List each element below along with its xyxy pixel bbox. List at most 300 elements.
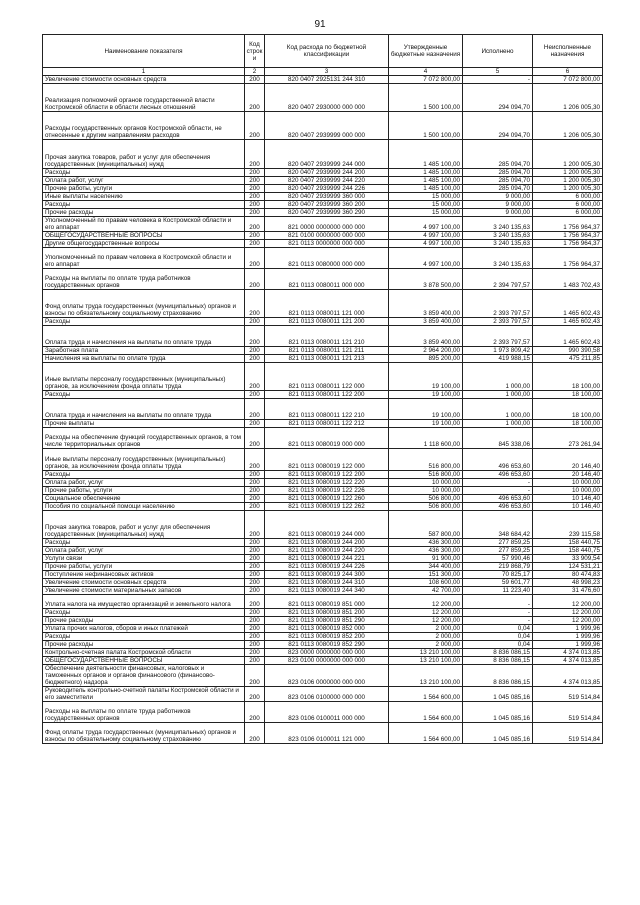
table-row [43,399,603,420]
row-unexecuted: 33 909,54 [533,554,603,562]
table-row [43,578,603,586]
table-row [43,347,603,355]
row-budget-code: 821 0113 0080019 122 220 [265,478,389,486]
row-name: Иные выплаты персоналу государственных (муниципальных) органов, за исключением фонда оплаты труда [43,363,245,391]
row-approved: 151 300,00 [389,570,463,578]
row-budget-code: 823 0106 0100011 000 000 [265,701,389,722]
row-budget-code: 820 0407 2939999 360 200 [265,200,389,208]
row-unexecuted: 12 200,00 [533,616,603,624]
table-row [43,554,603,562]
row-approved: 1 500 100,00 [389,112,463,140]
table-row [43,722,603,743]
row-code: 200 [245,722,265,743]
row-budget-code: 820 0407 2939999 244 000 [265,140,389,168]
row-executed: 57 990,46 [463,554,533,562]
row-executed: 348 684,42 [463,510,533,538]
row-name: Обеспечение деятельности финансовых, налоговых и таможенных органов и органов финансового (финансово-бюджетного) надзора [43,664,245,686]
row-name: Расходы на выплаты по оплате труда работников государственных органов [43,701,245,722]
table-row [43,289,603,317]
table-row [43,502,603,510]
row-approved: 2 000,00 [389,640,463,648]
column-number: 3 [265,68,389,76]
row-unexecuted: 475 211,85 [533,355,603,363]
row-name: Прочие работы, услуги [43,486,245,494]
row-code: 200 [245,486,265,494]
row-executed: - [463,608,533,616]
row-unexecuted: 10 146,40 [533,494,603,502]
row-name: Уполномоченный по правам человека в Костромской области и его аппарат [43,216,245,231]
row-budget-code: 821 0113 0080019 122 200 [265,470,389,478]
column-number: 4 [389,68,463,76]
table-row [43,570,603,578]
row-code: 200 [245,216,265,231]
row-code: 200 [245,184,265,192]
row-approved: 108 600,00 [389,578,463,586]
page-number: 91 [314,19,326,30]
column-number: 2 [245,68,265,76]
row-executed: 3 240 135,63 [463,239,533,247]
row-unexecuted: 18 100,00 [533,363,603,391]
row-code: 200 [245,325,265,346]
row-executed: 294 094,70 [463,112,533,140]
table-row [43,355,603,363]
row-approved: 2 964 200,00 [389,347,463,355]
row-budget-code: 820 0407 2939999 244 220 [265,176,389,184]
row-name: Расходы [43,538,245,546]
row-code: 200 [245,231,265,239]
row-code: 200 [245,494,265,502]
row-name: Фонд оплаты труда государственных (муниципальных) органов и взносы по обязательному социальному страхованию [43,722,245,743]
row-unexecuted: 1 200 005,30 [533,168,603,176]
row-approved: 4 997 100,00 [389,239,463,247]
row-name: Расходы [43,391,245,399]
row-unexecuted: 18 100,00 [533,391,603,399]
table-row [43,268,603,289]
row-name: Поступление нефинансовых активов [43,570,245,578]
row-budget-code: 820 0407 2939999 244 200 [265,168,389,176]
table-row [43,168,603,176]
row-executed: 1 973 809,42 [463,347,533,355]
row-approved: 19 100,00 [389,363,463,391]
table-row [43,184,603,192]
row-code: 200 [245,355,265,363]
row-budget-code: 820 0407 2925131 244 310 [265,76,389,84]
row-executed: 0,04 [463,624,533,632]
row-name: Расходы [43,470,245,478]
row-code: 200 [245,208,265,216]
row-executed: 419 988,15 [463,355,533,363]
row-code: 200 [245,656,265,664]
row-name: Увеличение стоимости основных средств [43,76,245,84]
row-code: 200 [245,648,265,656]
row-unexecuted: 239 115,58 [533,510,603,538]
row-code: 200 [245,632,265,640]
row-approved: 516 800,00 [389,470,463,478]
row-name: Оплата труда и начисления на выплаты по оплате труда [43,325,245,346]
row-executed: 1 045 085,16 [463,722,533,743]
row-name: Реализация полномочий органов государственной власти Костромской области в области лесных отношений [43,84,245,112]
row-name: Начисления на выплаты по оплате труда [43,355,245,363]
row-budget-code: 820 0407 2939999 360 290 [265,208,389,216]
table-row [43,478,603,486]
row-approved: 895 200,00 [389,355,463,363]
row-code: 200 [245,192,265,200]
row-budget-code: 821 0113 0080019 851 200 [265,608,389,616]
row-approved: 1 118 600,00 [389,428,463,449]
row-code: 200 [245,578,265,586]
row-code: 200 [245,247,265,268]
row-approved: 1 564 600,00 [389,686,463,701]
row-executed: 219 868,79 [463,562,533,570]
table-row [43,686,603,701]
row-budget-code: 821 0100 0000000 000 000 [265,231,389,239]
row-unexecuted: 1 465 602,43 [533,317,603,325]
row-code: 200 [245,478,265,486]
row-code: 200 [245,268,265,289]
row-code: 200 [245,84,265,112]
row-unexecuted: 31 476,60 [533,586,603,594]
row-budget-code: 821 0113 0080019 244 200 [265,538,389,546]
table-row [43,216,603,231]
row-unexecuted: 12 200,00 [533,594,603,608]
row-approved: 587 800,00 [389,510,463,538]
row-unexecuted: 1 465 602,43 [533,289,603,317]
table-row [43,656,603,664]
table-row [43,648,603,656]
row-name: Оплата работ, услуг [43,546,245,554]
row-name: Оплата работ, услуг [43,176,245,184]
row-unexecuted: 1 206 005,30 [533,112,603,140]
row-approved: 12 200,00 [389,594,463,608]
row-unexecuted: 519 514,84 [533,701,603,722]
row-executed: 1 000,00 [463,391,533,399]
row-budget-code: 821 0113 0080019 244 226 [265,562,389,570]
row-approved: 13 210 100,00 [389,656,463,664]
row-approved: 1 485 100,00 [389,184,463,192]
row-budget-code: 821 0113 0080011 121 000 [265,289,389,317]
row-budget-code: 821 0113 0080019 000 000 [265,428,389,449]
row-approved: 344 400,00 [389,562,463,570]
row-name: Прочие расходы [43,640,245,648]
row-code: 200 [245,570,265,578]
row-executed: 285 094,70 [463,176,533,184]
row-budget-code: 821 0113 0080019 122 260 [265,494,389,502]
row-code: 200 [245,140,265,168]
row-budget-code: 821 0113 0080019 122 226 [265,486,389,494]
table-row [43,538,603,546]
row-approved: 19 100,00 [389,391,463,399]
row-name: Заработная плата [43,347,245,355]
row-approved: 516 800,00 [389,449,463,470]
row-approved: 1 564 600,00 [389,701,463,722]
row-budget-code: 821 0000 0000000 000 000 [265,216,389,231]
row-unexecuted: 80 474,83 [533,570,603,578]
row-unexecuted: 1 200 005,30 [533,184,603,192]
header-budget-code: Код расхода по бюджетной классификации [265,35,389,68]
row-name: Иные выплаты населению [43,192,245,200]
row-code: 200 [245,239,265,247]
row-executed: 59 601,77 [463,578,533,586]
row-approved: 4 997 100,00 [389,216,463,231]
table-row [43,231,603,239]
row-unexecuted: 273 261,94 [533,428,603,449]
row-code: 200 [245,391,265,399]
row-executed: 285 094,70 [463,168,533,176]
row-approved: 12 200,00 [389,616,463,624]
table-row [43,494,603,502]
row-approved: 15 000,00 [389,192,463,200]
row-name: Расходы на обеспечение функций государственных органов, в том числе территориальных органов [43,428,245,449]
row-unexecuted: 7 072 800,00 [533,76,603,84]
row-approved: 4 997 100,00 [389,231,463,239]
row-name: Руководитель контрольно-счетной палаты Костромской области и его заместители [43,686,245,701]
row-executed: 8 836 086,15 [463,648,533,656]
row-name: Прочие расходы [43,208,245,216]
row-approved: 1 564 600,00 [389,722,463,743]
table-row [43,325,603,346]
row-name: Прочие расходы [43,616,245,624]
header-unexecuted: Неисполненные назначения [533,35,603,68]
row-executed: 2 393 797,57 [463,317,533,325]
row-executed: - [463,486,533,494]
row-approved: 436 300,00 [389,538,463,546]
row-unexecuted: 1 200 005,30 [533,140,603,168]
row-approved: 91 900,00 [389,554,463,562]
row-approved: 12 200,00 [389,608,463,616]
row-unexecuted: 12 200,00 [533,608,603,616]
column-number-row [43,68,603,76]
table-row [43,192,603,200]
header-code: Код строк и [245,35,265,68]
table-row [43,391,603,399]
column-number: 5 [463,68,533,76]
row-name: Расходы [43,632,245,640]
row-budget-code: 821 0113 0080011 122 000 [265,363,389,391]
table-row [43,624,603,632]
row-code: 200 [245,289,265,317]
row-code: 200 [245,428,265,449]
row-code: 200 [245,510,265,538]
table-row [43,701,603,722]
row-executed: 3 240 135,63 [463,247,533,268]
row-approved: 436 300,00 [389,546,463,554]
row-approved: 2 000,00 [389,624,463,632]
row-executed: 3 240 135,63 [463,231,533,239]
row-budget-code: 823 0106 0000000 000 000 [265,664,389,686]
row-code: 200 [245,76,265,84]
row-executed: 1 045 085,16 [463,701,533,722]
row-name: Фонд оплаты труда государственных (муниципальных) органов и взносы по обязательному социальному страхованию [43,289,245,317]
row-name: Уплата прочих налогов, сборов и иных платежей [43,624,245,632]
row-code: 200 [245,399,265,420]
row-budget-code: 823 0106 0100000 000 000 [265,686,389,701]
table-row [43,586,603,594]
row-budget-code: 821 0113 0080019 852 200 [265,632,389,640]
row-code: 200 [245,112,265,140]
row-executed: 9 000,00 [463,208,533,216]
row-approved: 42 700,00 [389,586,463,594]
row-budget-code: 821 0113 0080011 121 210 [265,325,389,346]
row-approved: 506 800,00 [389,494,463,502]
table-row [43,247,603,268]
row-code: 200 [245,449,265,470]
row-budget-code: 821 0113 0080011 000 000 [265,268,389,289]
row-name: Расходы [43,608,245,616]
row-executed: 1 000,00 [463,399,533,420]
row-name: Увеличение стоимости основных средств [43,578,245,586]
row-approved: 3 859 400,00 [389,325,463,346]
table-row [43,200,603,208]
row-unexecuted: 48 998,23 [533,578,603,586]
row-budget-code: 821 0113 0080011 121 200 [265,317,389,325]
row-budget-code: 821 0113 0080019 244 300 [265,570,389,578]
table-row [43,594,603,608]
row-executed: 496 653,60 [463,470,533,478]
row-code: 200 [245,640,265,648]
row-code: 200 [245,538,265,546]
row-executed: 1 045 085,16 [463,686,533,701]
row-unexecuted: 4 374 013,85 [533,656,603,664]
row-unexecuted: 1 465 602,43 [533,325,603,346]
row-name: Услуги связи [43,554,245,562]
table-row [43,546,603,554]
row-unexecuted: 10 146,40 [533,502,603,510]
table-row [43,562,603,570]
row-unexecuted: 18 100,00 [533,420,603,428]
row-code: 200 [245,554,265,562]
row-executed: - [463,76,533,84]
row-unexecuted: 158 440,75 [533,538,603,546]
table-row [43,239,603,247]
row-name: Иные выплаты персоналу государственных (муниципальных) органов, за исключением фонда оплаты труда [43,449,245,470]
table-row [43,449,603,470]
row-executed: 1 000,00 [463,363,533,391]
table-row [43,616,603,624]
row-unexecuted: 20 146,40 [533,449,603,470]
row-approved: 2 000,00 [389,632,463,640]
row-executed: 2 393 797,57 [463,289,533,317]
table-row [43,76,603,84]
row-executed: 496 653,60 [463,449,533,470]
table-row [43,664,603,686]
row-budget-code: 821 0113 0080000 000 000 [265,247,389,268]
row-code: 200 [245,347,265,355]
row-name: Расходы государственных органов Костромской области, не отнесенные к другим направлениям расходов [43,112,245,140]
table-row [43,363,603,391]
row-code: 200 [245,608,265,616]
table-row [43,640,603,648]
table-row [43,420,603,428]
row-executed: - [463,616,533,624]
row-name: Расходы [43,168,245,176]
row-executed: 285 094,70 [463,184,533,192]
row-name: Уполномоченный по правам человека в Костромской области и его аппарат [43,247,245,268]
row-unexecuted: 1 200 005,30 [533,176,603,184]
table-header-row [43,35,603,68]
row-unexecuted: 1 756 964,37 [533,247,603,268]
row-approved: 1 500 100,00 [389,84,463,112]
row-budget-code: 821 0113 0080011 122 210 [265,399,389,420]
row-unexecuted: 1 999,96 [533,640,603,648]
row-name: Прочая закупка товаров, работ и услуг для обеспечения государственных (муниципальных) нужд [43,140,245,168]
row-name: Прочая закупка товаров, работ и услуг для обеспечения государственных (муниципальных) нужд [43,510,245,538]
row-code: 200 [245,562,265,570]
row-executed: 11 223,40 [463,586,533,594]
row-executed: 9 000,00 [463,192,533,200]
row-budget-code: 821 0113 0080019 122 262 [265,502,389,510]
row-unexecuted: 990 390,58 [533,347,603,355]
row-name: Уплата налога на имущество организаций и земельного налога [43,594,245,608]
table-row [43,486,603,494]
header-name: Наименование показателя [43,35,245,68]
row-executed: 0,04 [463,640,533,648]
table-row [43,208,603,216]
row-executed: 0,04 [463,632,533,640]
row-budget-code: 821 0113 0080019 244 340 [265,586,389,594]
row-code: 200 [245,586,265,594]
row-code: 200 [245,470,265,478]
row-name: Расходы [43,200,245,208]
column-number: 6 [533,68,603,76]
budget-execution-table [42,34,603,744]
row-executed: 285 094,70 [463,140,533,168]
row-approved: 1 485 100,00 [389,168,463,176]
row-code: 200 [245,502,265,510]
row-executed: 294 094,70 [463,84,533,112]
row-unexecuted: 6 000,00 [533,192,603,200]
row-budget-code: 823 0106 0100011 121 000 [265,722,389,743]
row-budget-code: 821 0113 0080019 852 290 [265,640,389,648]
row-unexecuted: 124 531,21 [533,562,603,570]
row-unexecuted: 1 999,96 [533,624,603,632]
row-unexecuted: 158 440,75 [533,546,603,554]
header-approved: Утвержденные бюджетные назначения [389,35,463,68]
row-approved: 1 485 100,00 [389,176,463,184]
row-budget-code: 821 0113 0080019 244 310 [265,578,389,586]
row-approved: 19 100,00 [389,420,463,428]
row-code: 200 [245,176,265,184]
row-unexecuted: 1 756 964,37 [533,231,603,239]
row-budget-code: 821 0113 0080019 244 220 [265,546,389,554]
row-unexecuted: 4 374 013,85 [533,664,603,686]
row-code: 200 [245,594,265,608]
row-approved: 4 997 100,00 [389,247,463,268]
row-budget-code: 821 0113 0080019 244 000 [265,510,389,538]
row-unexecuted: 10 000,00 [533,478,603,486]
row-executed: 9 000,00 [463,200,533,208]
table-row [43,84,603,112]
row-budget-code: 821 0113 0080019 851 290 [265,616,389,624]
row-approved: 13 210 100,00 [389,664,463,686]
row-code: 200 [245,363,265,391]
row-code: 200 [245,624,265,632]
header-executed: Исполнено [463,35,533,68]
row-approved: 19 100,00 [389,399,463,420]
row-budget-code: 821 0113 0080019 851 000 [265,594,389,608]
row-name: Прочие выплаты [43,420,245,428]
row-executed: 845 338,06 [463,428,533,449]
row-code: 200 [245,317,265,325]
table-row [43,140,603,168]
row-executed: - [463,594,533,608]
row-budget-code: 821 0113 0080011 122 212 [265,420,389,428]
row-name: Пособия по социальной помощи населению [43,502,245,510]
table-row [43,470,603,478]
row-budget-code: 821 0113 0080011 122 200 [265,391,389,399]
table-row [43,176,603,184]
row-name: Контрольно-счетная палата Костромской области [43,648,245,656]
row-budget-code: 820 0407 2939999 360 000 [265,192,389,200]
